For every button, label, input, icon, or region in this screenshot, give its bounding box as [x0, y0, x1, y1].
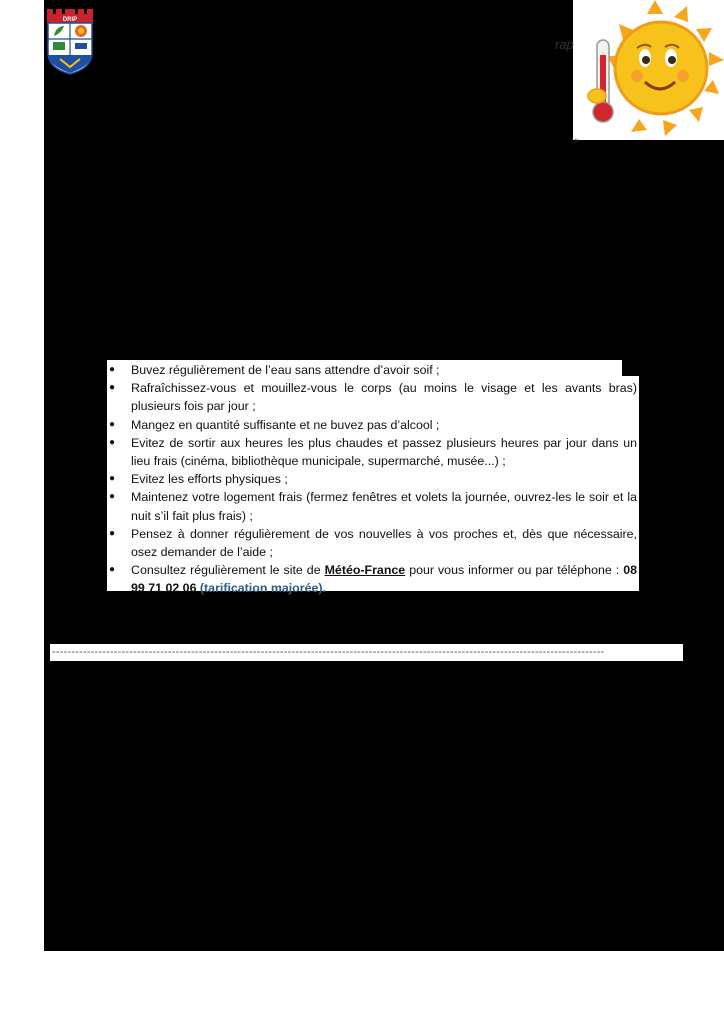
meteo-middle: pour vous informer ou par téléphone : [409, 563, 620, 578]
bullet-icon: ● [109, 473, 116, 485]
bullet-icon: ● [109, 382, 116, 394]
sun-thermometer-illustration [573, 0, 724, 140]
header-text-fragment: rap [555, 37, 574, 52]
advice-item [107, 416, 639, 434]
advice-text: Evitez de sortir aux heures les plus chaudes et passez plusieurs heures par jour dans un lieu frais (cinéma, bibliothèque municipale, supermarché, musée...) ; [131, 435, 637, 469]
advice-item [107, 488, 639, 524]
dashed-separator [50, 644, 683, 661]
redacted-notch [622, 360, 639, 376]
advice-text: Mangez en quantité suffisante et ne buvez pas d’alcool ; [131, 417, 440, 432]
meteo-france-link[interactable]: Météo-France [324, 563, 406, 578]
bullet-icon: ● [109, 491, 116, 503]
heat-advice-list [107, 361, 639, 598]
header-quote-fragment: » [574, 135, 580, 145]
coat-of-arms-logo [45, 7, 95, 75]
advice-text: Evitez les efforts physiques ; [131, 472, 288, 487]
advice-item [107, 379, 639, 415]
tarif-note: (tarification majorée). [199, 581, 326, 596]
separator-dashes: ----------------------------------------------------------------------------------------------------------------------------------------------- [52, 646, 605, 658]
bullet-icon: ● [109, 436, 116, 448]
advice-item-meteo [107, 561, 639, 597]
bullet-icon: ● [109, 418, 116, 430]
svg-text:DRIP: DRIP [62, 17, 78, 23]
phone-number: 08 99 71 02 06 [131, 563, 638, 596]
bullet-icon: ● [109, 364, 116, 375]
bullet-icon: ● [109, 527, 116, 539]
advice-text: Buvez régulièrement de l’eau sans attendre d’avoir soif ; [131, 363, 440, 377]
advice-text: Maintenez votre logement frais (fermez fenêtres et volets la journée, ouvrez-les le soir et la nuit s’il fait plus frais) ; [131, 490, 637, 523]
advice-item [107, 361, 639, 379]
advice-item [107, 525, 639, 561]
advice-text: Pensez à donner régulièrement de vos nouvelles à vos proches et, dès que nécessaire, osez demander de l’aide ; [131, 526, 637, 560]
advice-text: Rafraîchissez-vous et mouillez-vous le corps (au moins le visage et les avants bras) plusieurs fois par jour ; [131, 381, 637, 414]
advice-item [107, 470, 639, 488]
bullet-icon: ● [109, 564, 116, 576]
advice-item [107, 434, 639, 470]
heat-advice-box [107, 360, 639, 596]
meteo-prefix: Consultez régulièrement le site de [131, 563, 321, 578]
